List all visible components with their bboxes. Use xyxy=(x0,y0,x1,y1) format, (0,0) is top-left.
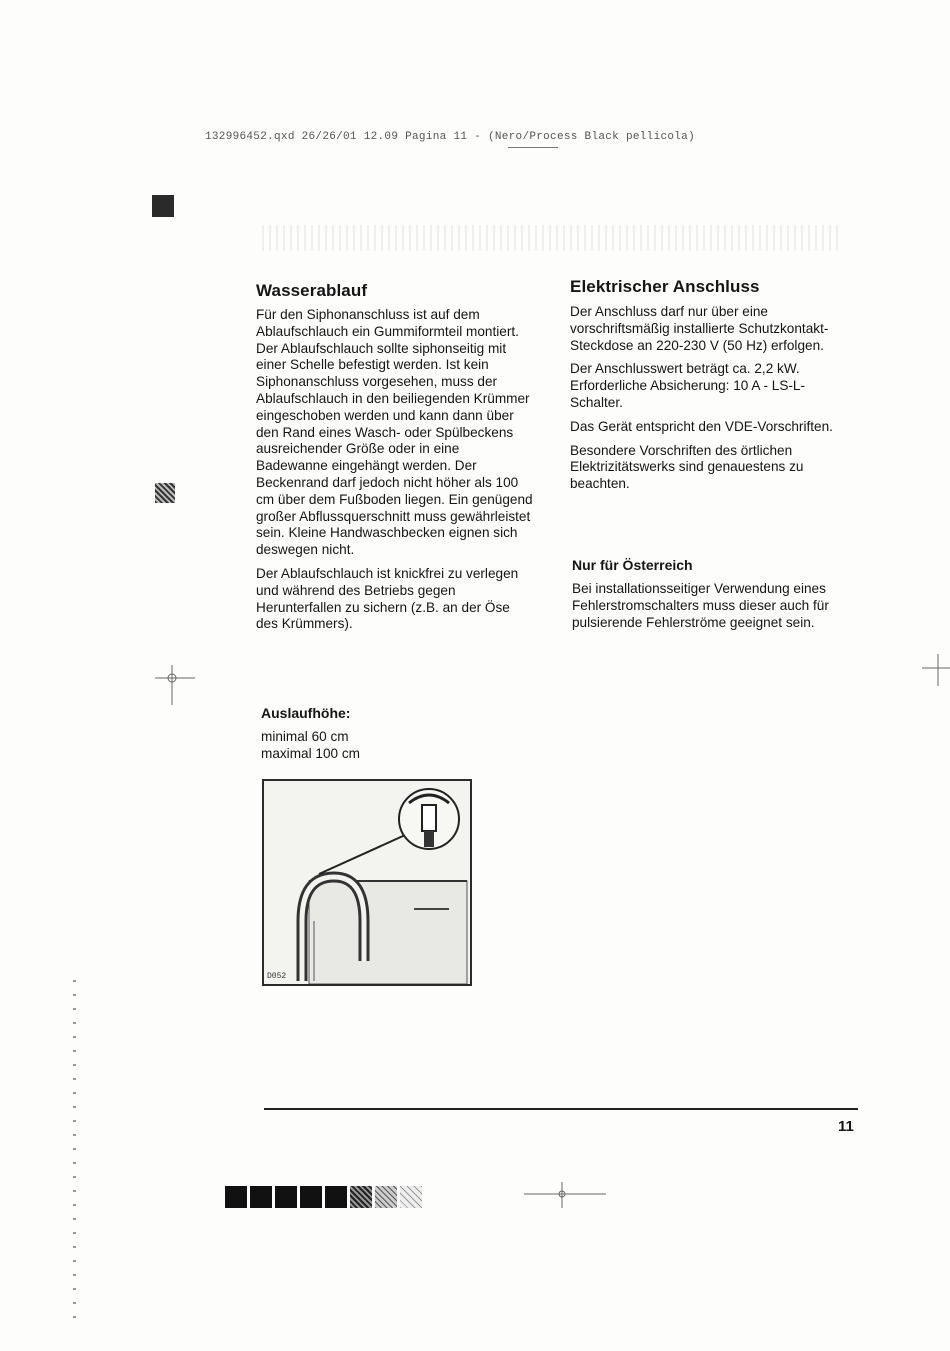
control-patch xyxy=(275,1186,297,1208)
print-control-strip xyxy=(225,1186,435,1208)
crop-mark-left xyxy=(150,660,200,710)
left-column xyxy=(256,281,534,640)
austria-block xyxy=(572,557,850,638)
control-patch xyxy=(400,1186,422,1208)
heading-nur-fuer-oesterreich: Nur für Österreich xyxy=(572,557,693,573)
page-number: 11 xyxy=(838,1118,854,1135)
heading-wasserablauf: Wasserablauf xyxy=(256,281,368,300)
drain-hose-illustration xyxy=(262,779,472,986)
figure-label: D052 xyxy=(267,972,287,981)
control-patch xyxy=(225,1186,247,1208)
control-patch xyxy=(250,1186,272,1208)
outlet-min-value: minimal 60 cm xyxy=(261,729,349,744)
crop-mark-right xyxy=(920,650,950,690)
paragraph-austria-rcd: Bei installationsseitiger Verwendung eines Fehlerstromschalters muss dieser auch für pulsierende Fehlerströme geeignet sein. xyxy=(572,581,829,630)
paragraph-socket: Der Anschluss darf nur über eine vorschriftsmäßig installierte Schutzkontakt-Steckdose an 220-230 V (50 Hz) erfolgen. xyxy=(570,304,829,353)
outlet-max-value: maximal 100 cm xyxy=(261,746,360,761)
control-patch xyxy=(325,1186,347,1208)
paragraph-local-regulations: Besondere Vorschriften des örtlichen Elektrizitätswerks sind genauestens zu beachten. xyxy=(570,442,804,492)
heading-auslaufhoehe: Auslaufhöhe: xyxy=(261,705,351,721)
control-patch xyxy=(350,1186,372,1208)
paragraph-hose-routing: Der Ablaufschlauch ist knickfrei zu verlegen und während des Betriebs gegen Herunterfallen zu sichern (z.B. an der Öse des Krümmers). xyxy=(256,565,519,632)
scan-noise-band xyxy=(262,225,838,251)
margin-scan-marks xyxy=(73,980,76,1320)
registration-square-middle xyxy=(155,483,175,503)
control-patch xyxy=(375,1186,397,1208)
paragraph-vde: Das Gerät entspricht den VDE-Vorschriften. xyxy=(570,418,833,434)
footer-rule xyxy=(264,1108,858,1110)
registration-square-top xyxy=(152,195,174,217)
print-slug: 132996452.qxd 26/26/01 12.09 Pagina 11 - (Nero/Process Black pellicola) xyxy=(205,131,695,143)
drain-hose-drawing xyxy=(264,781,470,984)
slug-underline-mark xyxy=(508,147,558,148)
paragraph-drain-hose: Für den Siphonanschluss ist auf dem Ablaufschlauch ein Gummiformteil montiert. Der Ablaufschlauch sollte siphonseitig mit einer Schelle befestigt werden. Ist kein Siphonanschluss vorgesehen, muss der Ablaufschlauch in den beiliegenden Krümmer eingeschoben werden und kann dann über den Rand eines Wasch- oder Spülbeckens ausreichender Größe oder in eine Badewanne eingehängt werden. Der Beckenrand darf jedoch nicht höher als 100 cm über dem Fußboden liegen. Ein genügend großer Abflussquerschnitt muss gewährleistet sein. Kleine Handwaschbecken eignen sich deswegen nicht. xyxy=(256,307,533,558)
outlet-height-block xyxy=(261,705,461,762)
paragraph-connected-load: Der Anschlusswert beträgt ca. 2,2 kW. Erforderliche Absicherung: 10 A - LS-L-Schalter. xyxy=(570,361,805,410)
right-column xyxy=(570,277,850,500)
heading-elektrischer-anschluss: Elektrischer Anschluss xyxy=(570,277,760,296)
crop-mark-bottom xyxy=(520,1180,610,1210)
control-patch xyxy=(300,1186,322,1208)
